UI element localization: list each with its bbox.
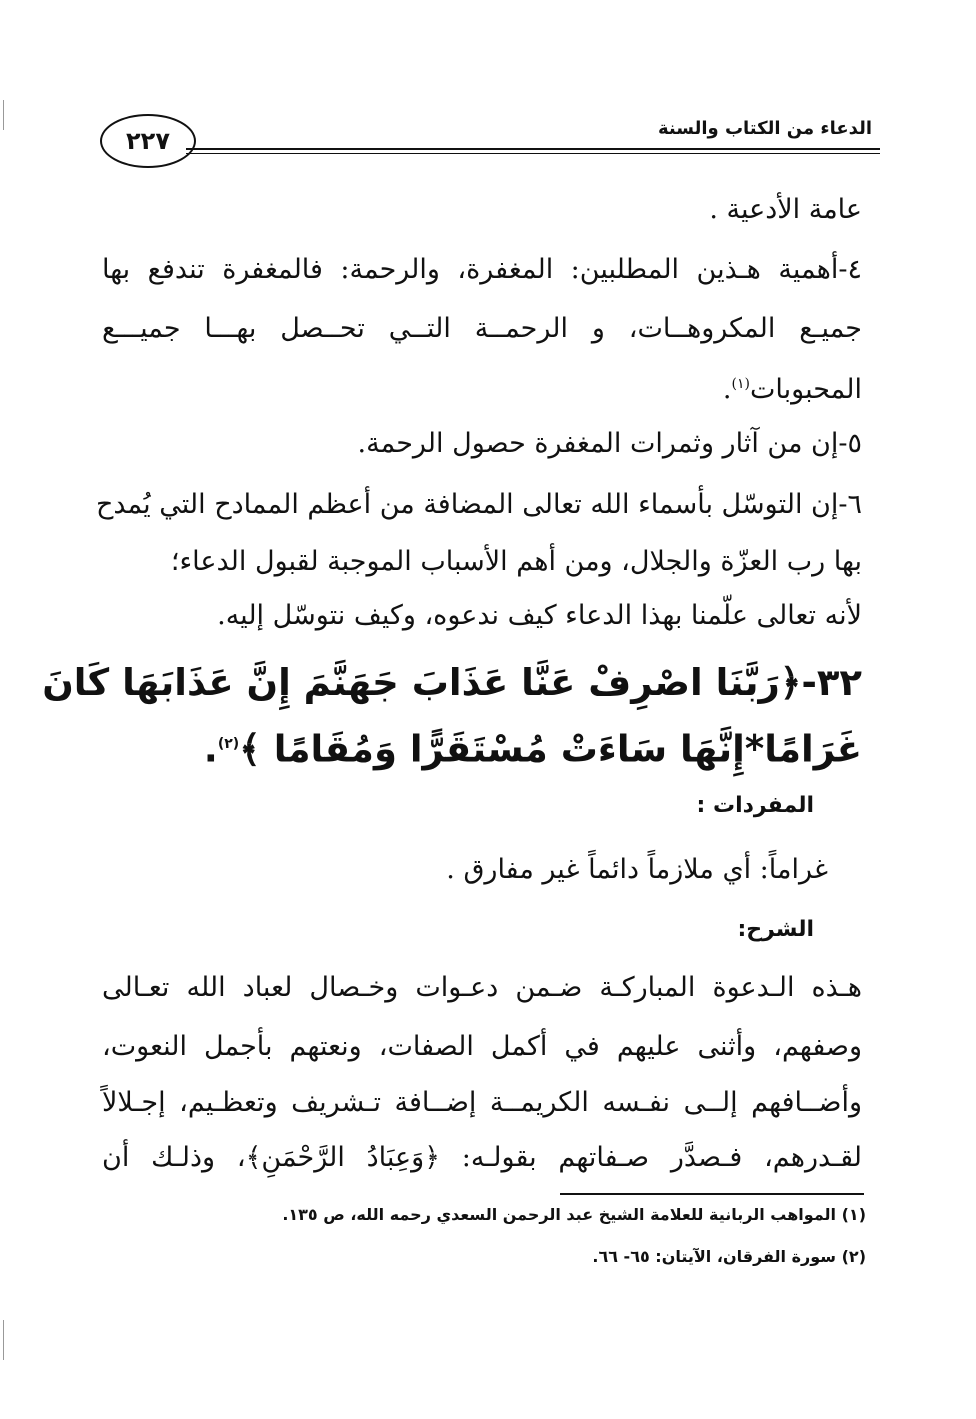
footnote-ref-2: (٢)	[217, 736, 240, 752]
running-title: الدعاء من الكتاب والسنة	[657, 118, 872, 139]
page-header	[100, 110, 880, 170]
text-span: غَرَامًا*إِنَّهَا سَاءَتْ مُسْتَقَرًّا وَمُقَامًا ﴾	[239, 727, 862, 771]
section-heading-explanation: الشرح:	[737, 917, 814, 942]
header-rule-thin	[186, 153, 880, 154]
footnote-1: (١) المواهب الربانية للعلامة الشيخ عبد الرحمن السعدي رحمه الله، ص ١٣٥.	[282, 1205, 866, 1224]
section-heading-vocabulary: المفردات :	[696, 793, 814, 818]
text-line: هـذه الـدعوة المباركـة ضـمن دعـوات وخـصال لعباد الله تعـالى	[102, 972, 862, 1003]
scan-edge-mark	[3, 100, 4, 130]
text-line: غراماً: أي ملازماً دائماً غير مفارق .	[446, 854, 828, 885]
text-line: عامة الأدعية .	[709, 194, 862, 225]
footnote-separator	[560, 1193, 864, 1195]
page-number: ٢٢٧	[100, 114, 196, 168]
text-span: .	[722, 374, 732, 405]
text-line: لأنه تعالى علّمنا بهذا الدعاء كيف ندعوه، وكيف نتوسّل إليه.	[217, 600, 862, 631]
text-line: ٥-إن من آثار وثمرات المغفرة حصول الرحمة.	[357, 428, 862, 459]
text-line: ٦-إن التوسّل بأسماء الله تعالى المضافة من أعظم الممادح التي يُمدح	[95, 489, 862, 520]
header-rule	[186, 148, 880, 150]
text-line: ٤-أهمية هـذين المطلبين: المغفرة، والرحمة: فالمغفرة تندفع بها	[102, 254, 862, 285]
scan-edge-mark	[3, 1320, 4, 1360]
text-line: بها رب العزّة والجلال، ومن أهم الأسباب الموجبة لقبول الدعاء؛	[170, 546, 862, 577]
footnote-2: (٢) سورة الفرقان، الآيتان: ٦٥- ٦٦.	[592, 1247, 866, 1266]
text-line: وصفهم، وأثنى عليهم في أكمل الصفات، ونعتهم بأجمل النعوت،	[102, 1031, 862, 1062]
footnote-ref-1: (١)	[731, 376, 750, 392]
text-line	[102, 364, 862, 410]
text-span: المحبوبات	[749, 374, 862, 405]
text-line: جميـع المكروهــات، و الرحمــة التــي تحــصل بهـــا جميـــع	[102, 313, 862, 344]
text-line: لقـدرهم، فـصدَّر صـفاتهم بقولـه: ﴿وَعِبَادُ الرَّحْمَنِ﴾، وذلـك أن	[102, 1142, 862, 1173]
quran-verse-line: ٣٢-﴿رَبَّنَا اصْرِفْ عَنَّا عَذَابَ جَهَنَّمَ إِنَّ عَذَابَهَا كَانَ	[42, 661, 862, 704]
text-span: .	[203, 727, 218, 771]
text-line: وأضــافهم إلــى نفـسه الكريمــة إضــافة تـشريف وتعظـيم، إجـلالاً	[102, 1087, 862, 1118]
quran-verse-line	[102, 717, 862, 776]
